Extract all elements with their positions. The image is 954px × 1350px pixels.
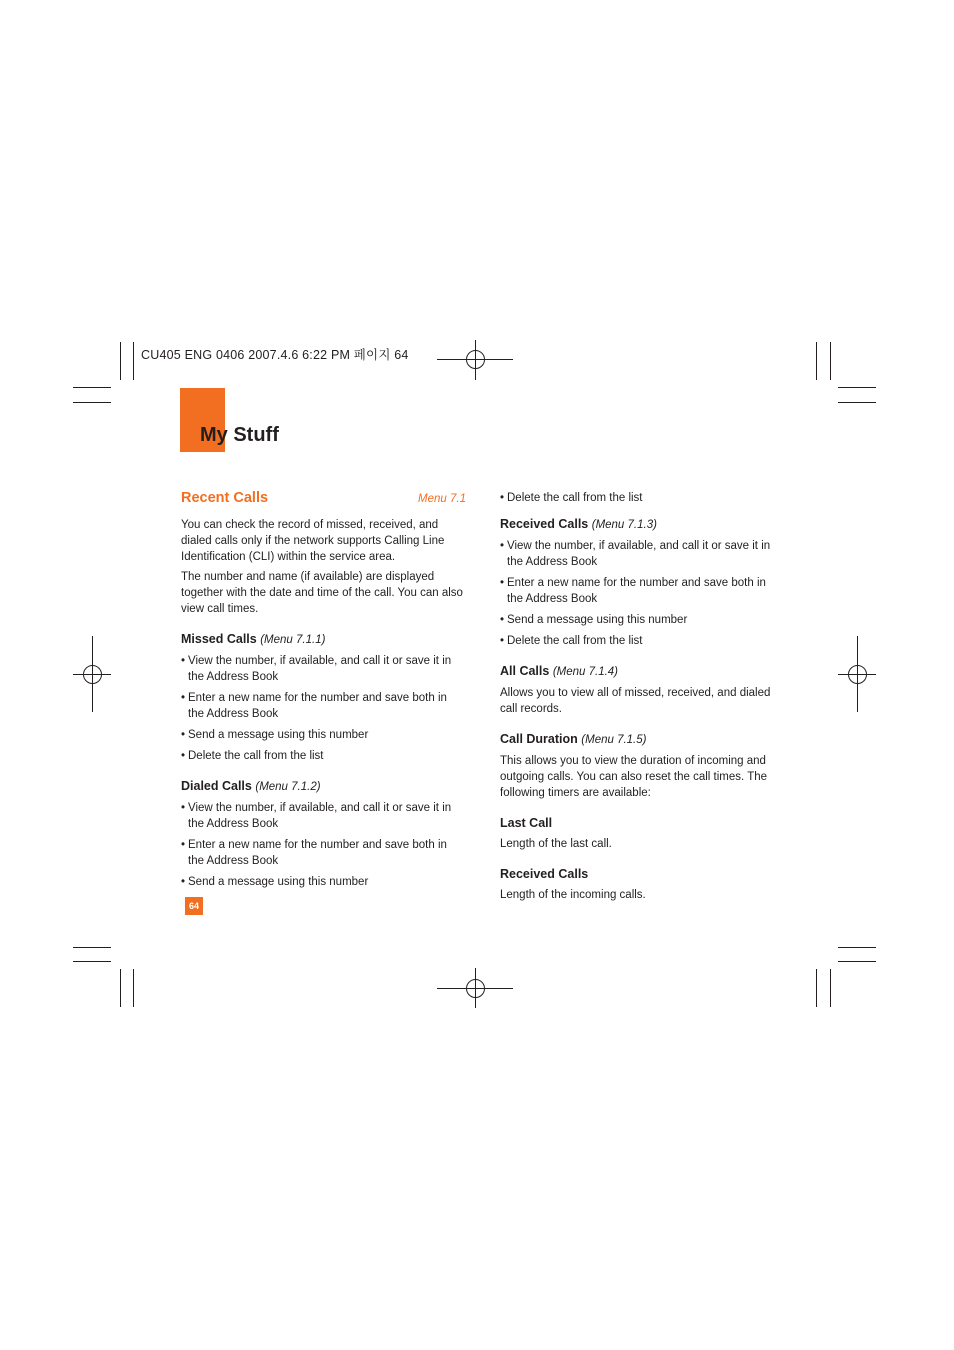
paragraph: Length of the last call. [500,838,612,850]
crop-mark [73,387,111,388]
continued-list [500,490,780,506]
crop-mark [816,342,817,380]
list-item: • View the number, if available, and call it or save it in the Address Book [181,800,466,832]
recent-calls-heading [181,490,466,507]
paragraph: Allows you to view all of missed, received, and dialed call records. [500,687,771,715]
recent-calls-menu: Menu 7.1 [418,493,466,505]
crop-mark [830,969,831,1007]
list-item: • Send a message using this number [500,612,780,628]
dialed-calls-heading: Dialed Calls (Menu 7.1.2) [181,779,321,793]
crop-mark [830,342,831,380]
paragraph: Length of the incoming calls. [500,889,646,901]
crop-mark [133,969,134,1007]
recent-calls-title: Recent Calls [181,490,269,506]
crop-mark [73,961,111,962]
crop-mark [73,402,111,403]
crop-mark [120,969,121,1007]
list-item: • Enter a new name for the number and save both in the Address Book [181,690,466,722]
received-calls-timer-heading: Received Calls [500,867,589,881]
print-header: CU405 ENG 0406 2007.4.6 6:22 PM 페이지 64 [141,348,409,362]
paragraph: You can check the record of missed, received, and dialed calls only if the network supports Calling Line Identification (CLI) within the service area. [181,519,445,563]
list-item: • Delete the call from the list [181,748,466,764]
crop-mark [120,342,121,380]
received-calls-list [500,538,780,649]
crop-mark [838,947,876,948]
missed-calls-heading: Missed Calls (Menu 7.1.1) [181,632,326,646]
all-calls-heading: All Calls (Menu 7.1.4) [500,664,619,678]
list-item: • Send a message using this number [181,727,466,743]
crop-mark [133,342,134,380]
missed-calls-list [181,653,466,764]
right-column [500,490,780,907]
last-call-heading: Last Call [500,816,553,830]
list-item: • Enter a new name for the number and save both in the Address Book [500,575,780,607]
crop-mark [73,947,111,948]
paragraph: The number and name (if available) are displayed together with the date and time of the call. You can also view call times. [181,571,463,615]
list-item: • View the number, if available, and call it or save it in the Address Book [500,538,780,570]
list-item: • Send a message using this number [181,874,466,890]
page-number: 64 [185,897,203,915]
crop-mark [838,961,876,962]
crop-mark [816,969,817,1007]
paragraph: This allows you to view the duration of incoming and outgoing calls. You can also reset the call times. The following timers are available: [500,755,768,799]
crop-mark [838,402,876,403]
list-item: • Delete the call from the list [500,490,780,506]
list-item: • Delete the call from the list [500,633,780,649]
page-title: My Stuff [200,424,279,446]
call-duration-heading: Call Duration (Menu 7.1.5) [500,732,647,746]
list-item: • Enter a new name for the number and save both in the Address Book [181,837,466,869]
crop-mark [838,387,876,388]
list-item: • View the number, if available, and call it or save it in the Address Book [181,653,466,685]
received-calls-heading: Received Calls (Menu 7.1.3) [500,517,657,531]
left-column [181,490,466,895]
dialed-calls-list [181,800,466,890]
